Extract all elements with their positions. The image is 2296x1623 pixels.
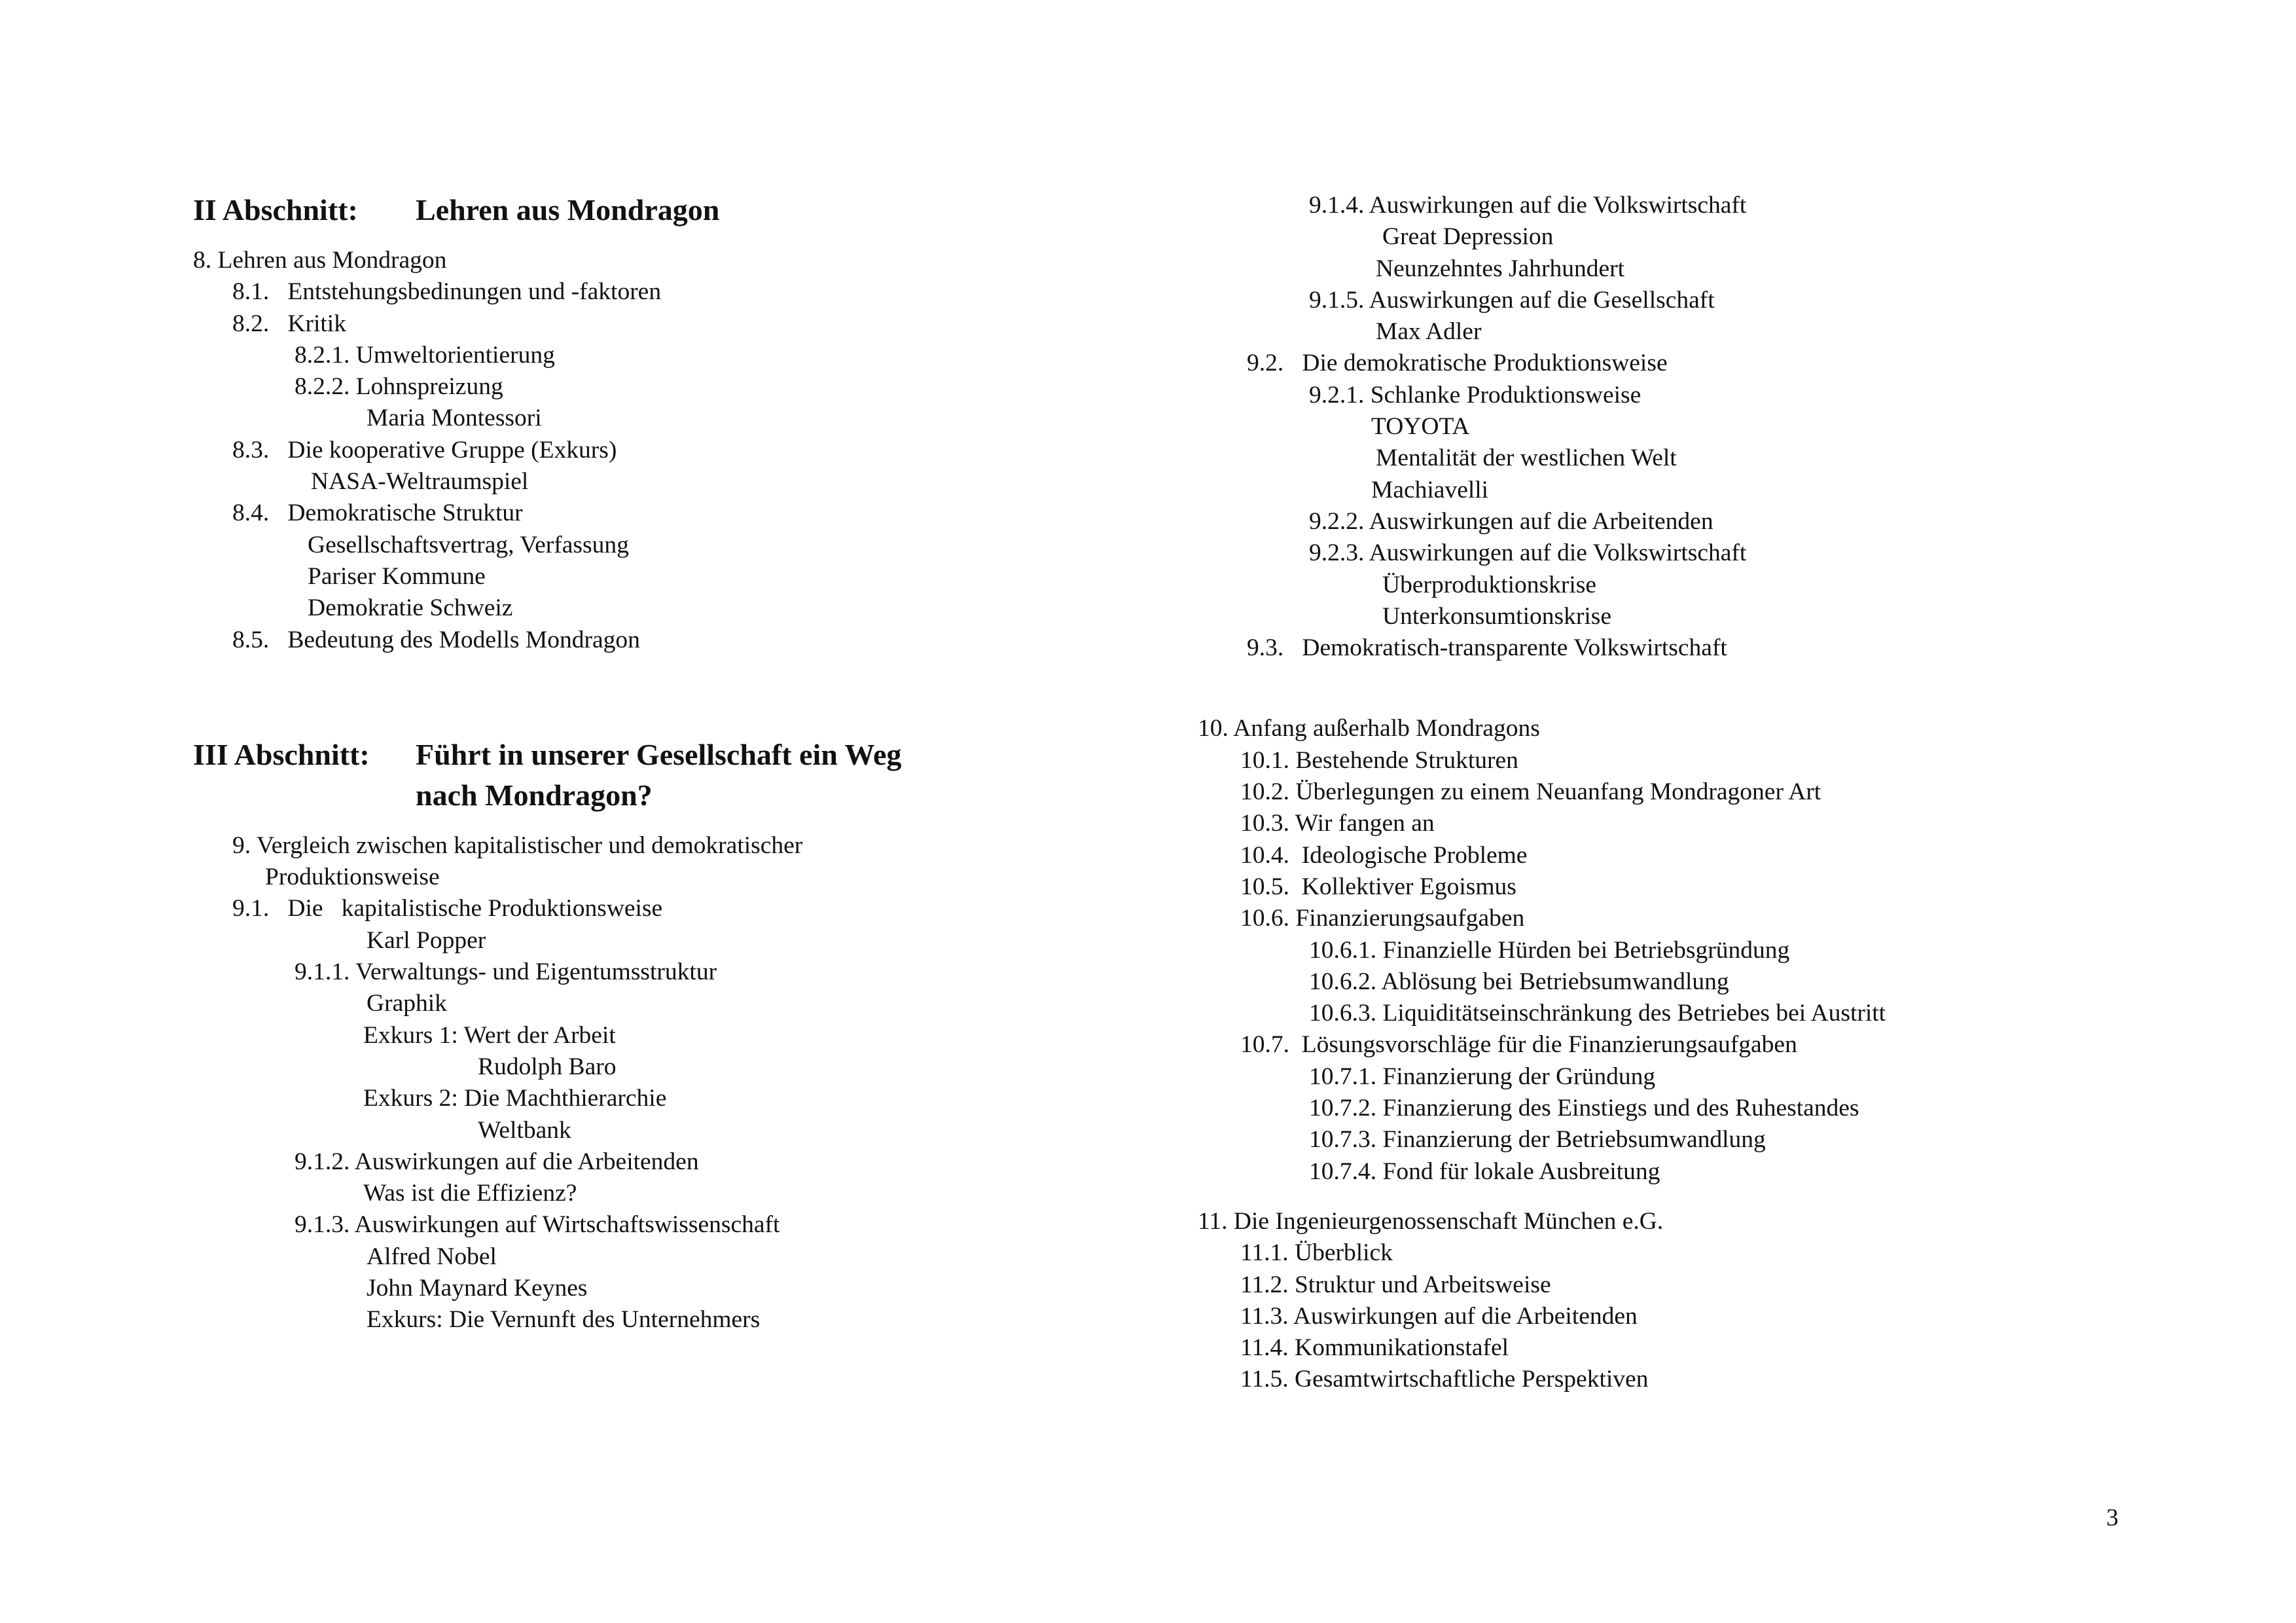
section-3-title-line-2: nach Mondragon? xyxy=(416,778,653,812)
left-column xyxy=(193,190,1175,1336)
toc-entry: 9.1.3. Auswirkungen auf Wirtschaftswissenschaft xyxy=(295,1211,780,1239)
section-2-label: II Abschnitt: xyxy=(193,193,358,227)
toc-entry: 10.7.2. Finanzierung des Einstiegs und des Ruhestandes xyxy=(1309,1095,1859,1122)
toc-entry: 11.2. Struktur und Arbeitsweise xyxy=(1240,1271,1551,1298)
toc-entry: John Maynard Keynes xyxy=(367,1275,588,1302)
toc-entry: 10. Anfang außerhalb Mondragons xyxy=(1198,715,1540,742)
toc-entry: 10.6.3. Liquiditätseinschränkung des Betriebes bei Austritt xyxy=(1309,1000,1886,1027)
toc-entry: Unterkonsumtionskrise xyxy=(1382,602,1611,630)
toc-entry: Exkurs 1: Wert der Arbeit xyxy=(363,1021,616,1049)
toc-entry: 8.2.1. Umweltorientierung xyxy=(295,341,555,369)
toc-entry: 11.1. Überblick xyxy=(1240,1239,1393,1267)
toc-entry: 9.1.5. Auswirkungen auf die Gesellschaft xyxy=(1309,286,1715,314)
page-number: 3 xyxy=(2106,1504,2119,1531)
toc-entry: Exkurs 2: Die Machthierarchie xyxy=(363,1085,667,1112)
toc-entry: 9.2. Die demokratische Produktionsweise xyxy=(1247,350,1668,377)
toc-entry: 8. Lehren aus Mondragon xyxy=(193,247,447,274)
toc-entry: Karl Popper xyxy=(367,926,486,954)
toc-entry: Graphik xyxy=(367,990,447,1017)
toc-entry: NASA-Weltraumspiel xyxy=(311,468,529,496)
toc-entry: 10.6.2. Ablösung bei Betriebsumwandlung xyxy=(1309,968,1729,995)
toc-entry: 10.4. Ideologische Probleme xyxy=(1240,841,1528,869)
section-3-heading xyxy=(193,735,1175,816)
toc-entry: 9.1. Die kapitalistische Produktionsweise xyxy=(232,895,663,922)
toc-entry: 9.1.4. Auswirkungen auf die Volkswirtschaft xyxy=(1309,192,1747,219)
toc-entry: 8.5. Bedeutung des Modells Mondragon xyxy=(232,626,640,653)
toc-entry: 11.4. Kommunikationstafel xyxy=(1240,1334,1509,1362)
toc-entry: 9.2.3. Auswirkungen auf die Volkswirtschaft xyxy=(1309,539,1747,567)
toc-entry: Exkurs: Die Vernunft des Unternehmers xyxy=(367,1306,761,1334)
toc-entry: Max Adler xyxy=(1376,318,1482,346)
toc-entry: Überproduktionskrise xyxy=(1382,571,1597,598)
toc-entry: TOYOTA xyxy=(1371,413,1470,441)
toc-entry: 8.1. Entstehungsbedinungen und -faktoren xyxy=(232,278,662,306)
toc-entry: Mentalität der westlichen Welt xyxy=(1376,445,1677,472)
toc-entry: 10.7. Lösungsvorschläge für die Finanzierungsaufgaben xyxy=(1240,1031,1797,1059)
toc-entry: 9. Vergleich zwischen kapitalistischer und demokratischer xyxy=(232,831,803,859)
toc-entry: 10.5. Kollektiver Egoismus xyxy=(1240,873,1516,900)
toc-entry: 10.7.3. Finanzierung der Betriebsumwandlung xyxy=(1309,1126,1766,1154)
toc-entry: Rudolph Baro xyxy=(478,1053,617,1080)
toc-entry: 11.5. Gesamtwirtschaftliche Perspektiven xyxy=(1240,1366,1649,1393)
toc-entry: Neunzehntes Jahrhundert xyxy=(1376,255,1625,282)
toc-entry: Gesellschaftsvertrag, Verfassung xyxy=(308,531,629,558)
toc-entry: 10.1. Bestehende Strukturen xyxy=(1240,746,1518,774)
toc-entry: 10.7.4. Fond für lokale Ausbreitung xyxy=(1309,1158,1660,1185)
toc-entry: 8.2.2. Lohnspreizung xyxy=(295,373,503,401)
toc-entry: 8.4. Demokratische Struktur xyxy=(232,500,523,527)
section-3-label: III Abschnitt: xyxy=(193,737,370,771)
toc-entry: Demokratie Schweiz xyxy=(308,594,513,622)
toc-entry: 11. Die Ingenieurgenossenschaft München e.G. xyxy=(1198,1207,1664,1235)
toc-entry: Weltbank xyxy=(478,1116,571,1144)
toc-entry: Pariser Kommune xyxy=(308,562,486,590)
toc-entry: Machiavelli xyxy=(1371,476,1489,503)
toc-entry: 10.6.1. Finanzielle Hürden bei Betriebsgründung xyxy=(1309,936,1790,964)
toc-entry: 10.7.1. Finanzierung der Gründung xyxy=(1309,1063,1656,1090)
toc-entry: 9.3. Demokratisch-transparente Volkswirtschaft xyxy=(1247,634,1727,662)
toc-entry: Maria Montessori xyxy=(367,405,542,432)
right-column xyxy=(1198,190,2245,1396)
toc-entry: Produktionsweise xyxy=(265,864,440,891)
toc-entry: 8.2. Kritik xyxy=(232,310,346,337)
toc-entry: Was ist die Effizienz? xyxy=(363,1180,577,1207)
toc-entry: 9.2.2. Auswirkungen auf die Arbeitenden xyxy=(1309,507,1713,535)
section-3-title-line-1: Führt in unserer Gesellschaft ein Weg xyxy=(416,737,902,771)
toc-entry: 9.1.2. Auswirkungen auf die Arbeitenden xyxy=(295,1148,699,1175)
section-2-title: Lehren aus Mondragon xyxy=(416,193,720,227)
toc-entry: 9.2.1. Schlanke Produktionsweise xyxy=(1309,381,1641,409)
toc-entry: 9.1.1. Verwaltungs- und Eigentumsstruktur xyxy=(295,958,717,986)
toc-entry: Great Depression xyxy=(1382,223,1554,251)
toc-entry: 11.3. Auswirkungen auf die Arbeitenden xyxy=(1240,1302,1638,1330)
toc-entry: Alfred Nobel xyxy=(367,1243,497,1270)
section-2-heading xyxy=(193,190,1175,230)
toc-entry: 8.3. Die kooperative Gruppe (Exkurs) xyxy=(232,436,617,464)
toc-entry: 10.3. Wir fangen an xyxy=(1240,810,1435,837)
toc-entry: 10.6. Finanzierungsaufgaben xyxy=(1240,905,1525,932)
toc-entry: 10.2. Überlegungen zu einem Neuanfang Mondragoner Art xyxy=(1240,778,1821,806)
